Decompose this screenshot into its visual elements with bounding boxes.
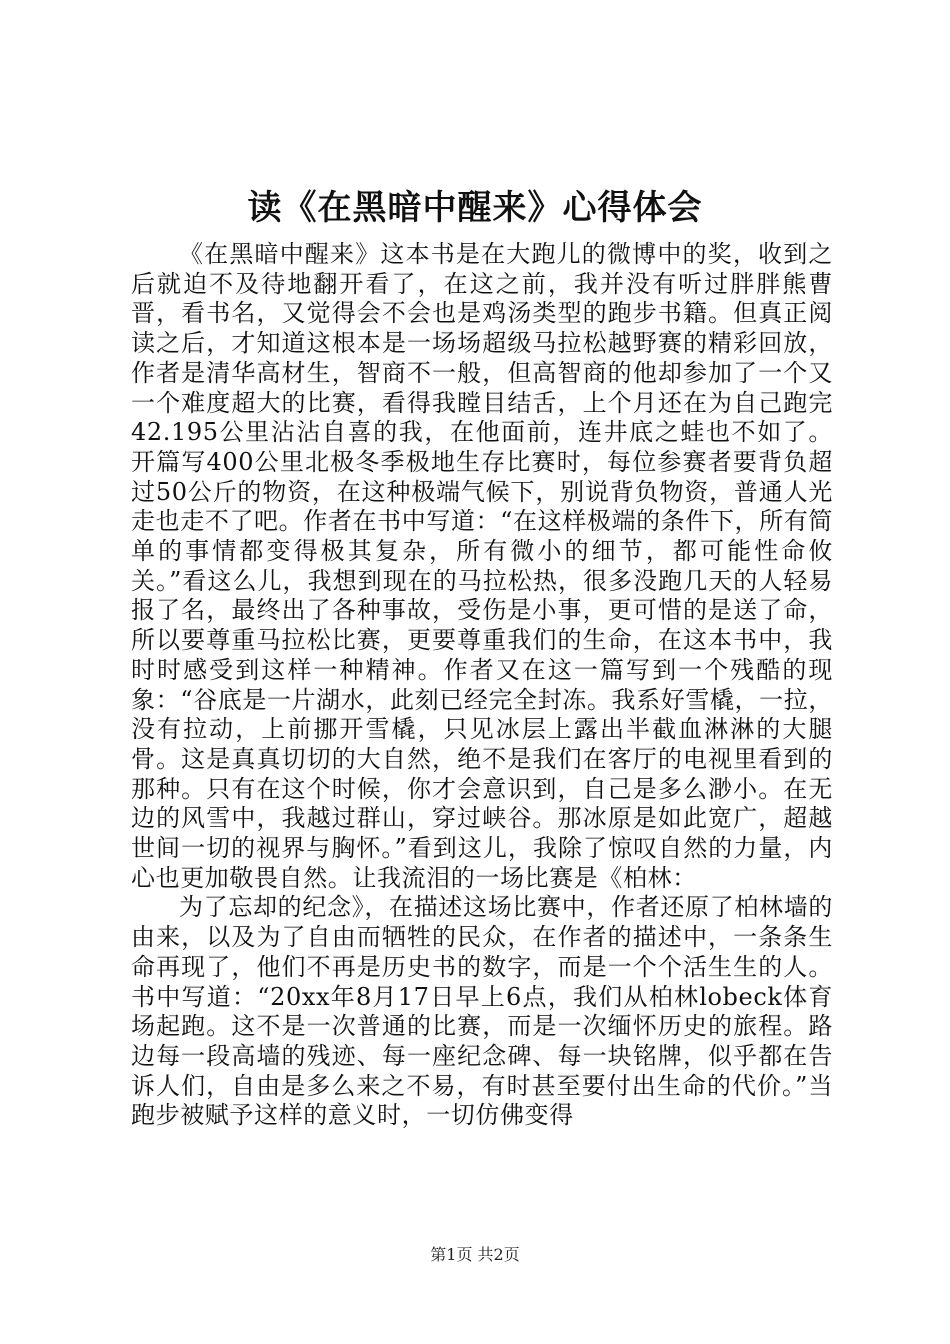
paragraph-1: 《在黑暗中醒来》这本书是在大跑儿的微博中的奖，收到之后就迫不及待地翻开看了，在这之前，我并没有听过胖胖熊曹晋，看书名，又觉得会不会也是鸡汤类型的跑步书籍。但真正阅读之后，才知道这根本是一场场超级马拉松越野赛的精彩回放，作者是清华高材生，智商不一般，但高智商的他却参加了一个又一个难度超大的比赛，看得我瞠目结舌，上个月还在为自己跑完42.195公里沾沾自喜的我，在他面前，连井底之蛙也不如了。开篇写400公里北极冬季极地生存比赛时，每位参赛者要背负超过50公斤的物资，在这种极端气候下，别说背负物资，普通人光走也走不了吧。作者在书中写道：“在这样极端的条件下，所有简单的事情都变得极其复杂，所有微小的细节，都可能性命攸关。”看这么儿，我想到现在的马拉松热，很多没跑几天的人轻易报了名，最终出了各种事故，受伤是小事，更可惜的是送了命，所以要尊重马拉松比赛，更要尊重我们的生命，在这本书中，我时时感受到这样一种精神。作者又在这一篇写到一个残酷的现象：“谷底是一片湖水，此刻已经完全封冻。我系好雪橇，一拉，没有拉动，上前挪开雪橇，只见冰层上露出半截血淋淋的大腿骨。这是真真切切的大自然，绝不是我们在客厅的电视里看到的那种。只有在这个时候，你才会意识到，自己是多么渺小。在无边的风雪中，我越过群山，穿过峡谷。那冰原是如此宽广，超越世间一切的视界与胸怀。”看到这儿，我除了惊叹自然的力量，内心也更加敬畏自然。让我流泪的一场比赛是《柏林： — [131, 240, 833, 892]
page-footer: 第1页 共2页 — [430, 1245, 520, 1264]
paragraph-2: 为了忘却的纪念》，在描述这场比赛中，作者还原了柏林墙的由来，以及为了自由而牺牲的民众，在作者的描述中，一条条生命再现了，他们不再是历史书的数字，而是一个个活生生的人。书中写道：“20xx年8月17日早上6点，我们从柏林lobeck体育场起跑。这不是一次普通的比赛，而是一次缅怀历史的旅程。路边每一段高墙的残迹、每一座纪念碑、每一块铭牌，似乎都在告诉人们，自由是多么来之不易，有时甚至要付出生命的代价。”当跑步被赋予这样的意义时，一切仿佛变得 — [131, 893, 833, 1130]
document-title: 读《在黑暗中醒来》心得体会 — [247, 188, 703, 228]
document-body — [131, 240, 833, 1131]
